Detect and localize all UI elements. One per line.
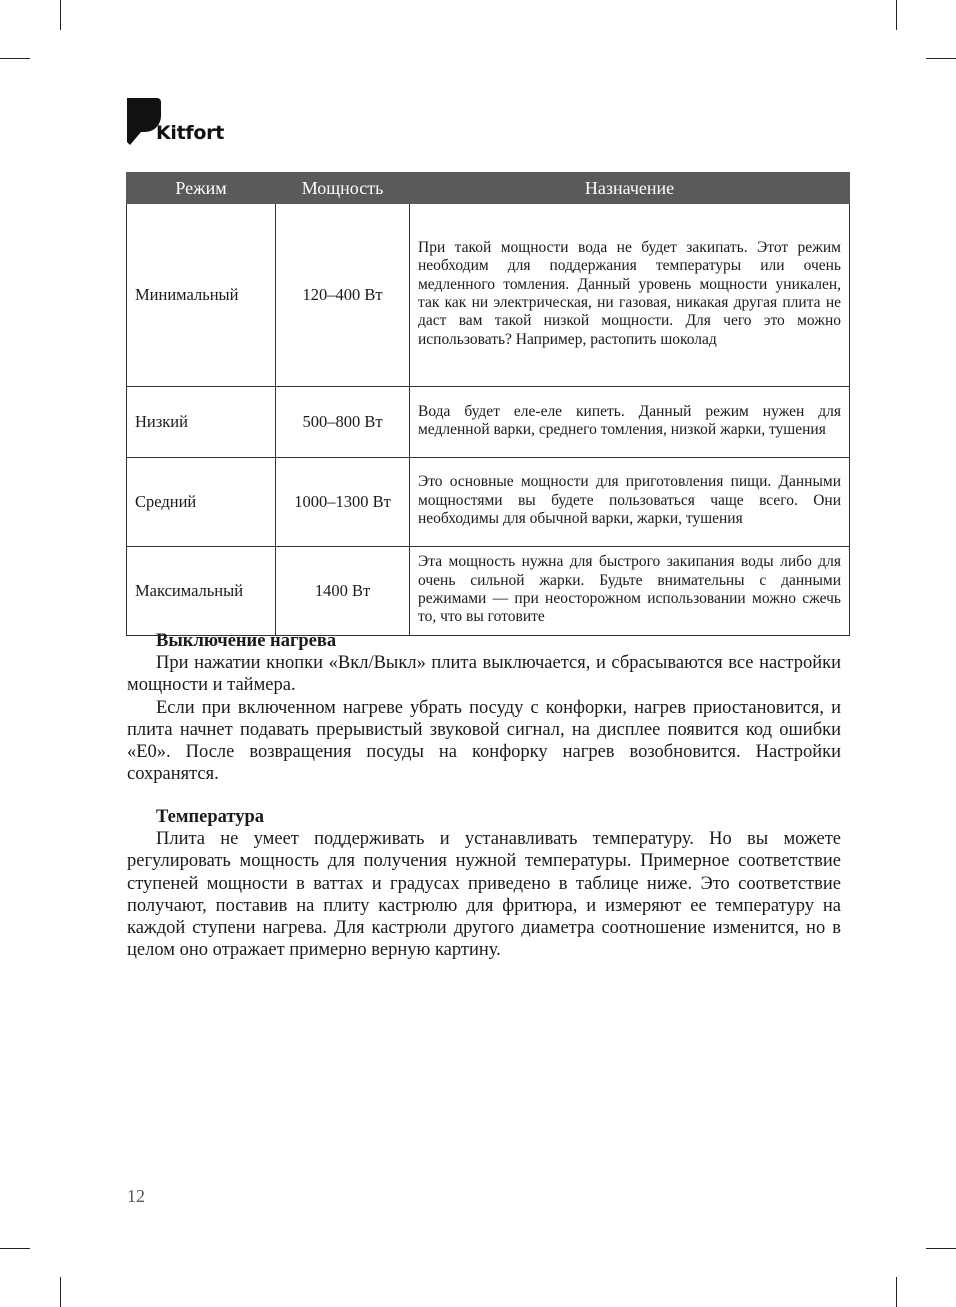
purpose-cell: Вода будет еле-еле кипеть. Данный режим нужен для медленной варки, среднего томления, низкой жарки, тушения bbox=[410, 387, 850, 458]
brand-logo bbox=[127, 98, 247, 148]
brand-name: Kitfort bbox=[156, 122, 224, 144]
crop-mark bbox=[0, 58, 30, 59]
crop-mark bbox=[60, 0, 61, 30]
shutdown-paragraph-1: При нажатии кнопки «Вкл/Выкл» плита выключается, и сбрасываются все настройки мощности и таймера. bbox=[127, 653, 841, 696]
table-row bbox=[127, 458, 850, 547]
power-cell: 500–800 Вт bbox=[276, 387, 410, 458]
shutdown-section bbox=[127, 630, 841, 785]
temperature-paragraph: Плита не умеет поддерживать и устанавливать температуру. Но вы можете регулировать мощность для получения нужной температуры. Примерное соответствие ступеней мощности в ваттах и градусах приведено в таблице ниже. Это соответствие получают, поставив на плиту кастрюлю для фритюра, и измеряют ее температуру на каждой ступени нагрева. Для кастрюли другого диаметра соотношение изменится, но в целом оно отражает примерно верную картину. bbox=[127, 829, 841, 961]
power-modes-table bbox=[126, 172, 850, 636]
crop-mark bbox=[60, 1277, 61, 1307]
crop-mark bbox=[0, 1248, 30, 1249]
mode-cell: Максимальный bbox=[127, 547, 276, 636]
crop-mark bbox=[896, 0, 897, 30]
mode-cell: Низкий bbox=[127, 387, 276, 458]
header-purpose: Назначение bbox=[410, 173, 850, 204]
shutdown-heading: Выключение нагрева bbox=[156, 631, 337, 651]
table-header-row bbox=[127, 173, 850, 204]
purpose-cell: При такой мощности вода не будет закипать. Этот режим необходим для поддержания температуры или очень медленного томления. Данный уровень мощности уникален, так как ни электрическая, ни газовая, никакая другая плита не даст вам такой низкой мощности. Для чего это можно использовать? Например, растопить шоколад bbox=[410, 204, 850, 387]
crop-mark bbox=[926, 58, 956, 59]
header-power: Мощность bbox=[276, 173, 410, 204]
table-row bbox=[127, 387, 850, 458]
table-row bbox=[127, 204, 850, 387]
power-cell: 1400 Вт bbox=[276, 547, 410, 636]
mode-cell: Минимальный bbox=[127, 204, 276, 387]
mode-cell: Средний bbox=[127, 458, 276, 547]
header-mode: Режим bbox=[127, 173, 276, 204]
shutdown-paragraph-2: Если при включенном нагреве убрать посуду с конфорки, нагрев приостановится, и плита начнет подавать прерывистый звуковой сигнал, на дисплее появится код ошибки «E0». После возвращения посуды на конфорку нагрев возобновится. Настройки сохранятся. bbox=[127, 697, 841, 785]
temperature-section bbox=[127, 806, 841, 961]
temperature-heading: Температура bbox=[156, 807, 265, 827]
power-cell: 120–400 Вт bbox=[276, 204, 410, 387]
page-number: 12 bbox=[127, 1186, 145, 1206]
crop-mark bbox=[896, 1277, 897, 1307]
power-cell: 1000–1300 Вт bbox=[276, 458, 410, 547]
purpose-cell: Это основные мощности для приготовления пищи. Данными мощностями вы будете пользоваться чаще всего. Они необходимы для обычной варки, жарки, тушения bbox=[410, 458, 850, 547]
table-row bbox=[127, 547, 850, 636]
crop-mark bbox=[926, 1248, 956, 1249]
purpose-cell: Эта мощность нужна для быстрого закипания воды либо для очень сильной жарки. Будьте внимательны с данными режимами — при неосторожном использовании можно сжечь то, что вы готовите bbox=[410, 547, 850, 636]
